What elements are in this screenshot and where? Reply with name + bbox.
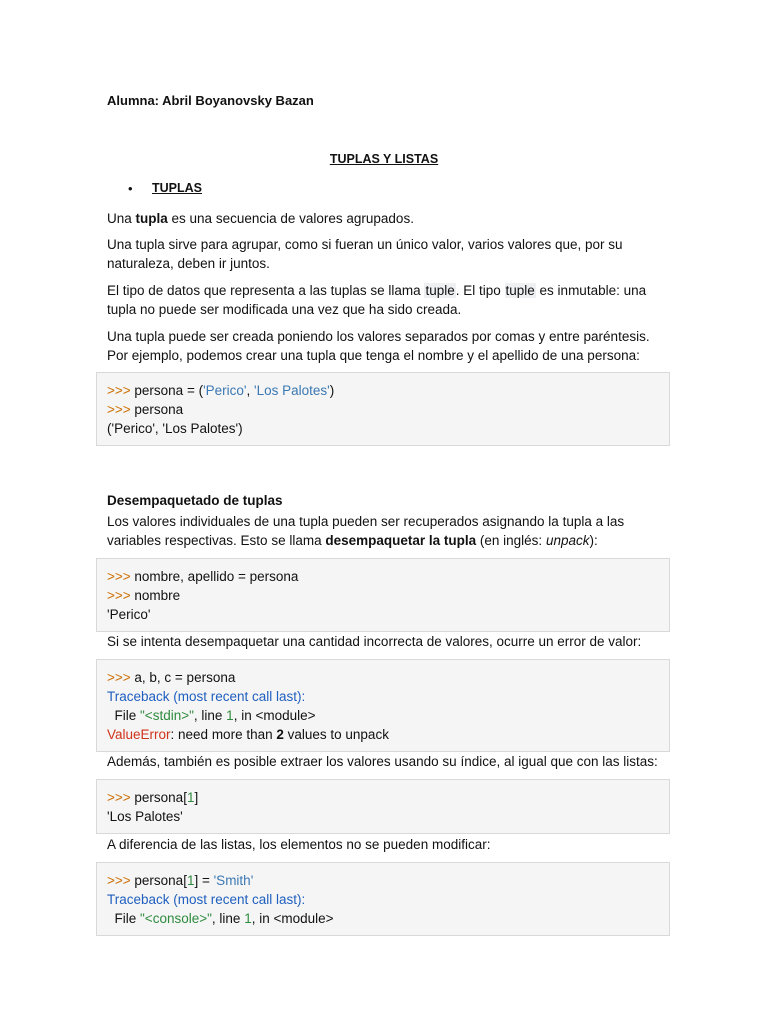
prompt: >>> [107, 790, 131, 805]
document-title: TUPLAS Y LISTAS [329, 152, 439, 166]
code-block-unpack: >>> nombre, apellido = persona >>> nombre 'Perico' [96, 558, 670, 632]
code-block-value-error: >>> a, b, c = persona Traceback (most recent call last): File "<stdin>", line 1, in <module> ValueError: need more than 2 values to unpack [96, 659, 670, 752]
section-heading-tuplas: TUPLAS [152, 181, 202, 195]
paragraph-tupla-creation: Una tupla puede ser creada poniendo los valores separados por comas y entre paréntesis. Por ejemplo, podemos crear una tupla que tenga el nombre y el apellido de una persona: [107, 329, 650, 363]
code-block-index: >>> persona[1] 'Los Palotes' [96, 779, 670, 834]
inline-code-tuple: tuple [425, 283, 455, 298]
prompt: >>> [107, 402, 131, 417]
bold-term: tupla [135, 211, 168, 226]
paragraph-unpack: Los valores individuales de una tupla pueden ser recuperados asignando la tupla a las variables respectivas. Esto se llama desempaquetar la tupla (en inglés: unpack): [107, 514, 625, 548]
code-block-modify-error: >>> persona[1] = 'Smith' Traceback (most recent call last): File "<console>", line 1, in <module> [96, 862, 670, 936]
bold-term: desempaquetar la tupla [325, 533, 477, 548]
code-block-create-tuple: >>> persona = ('Perico', 'Los Palotes') >>> persona ('Perico', 'Los Palotes') [96, 372, 670, 446]
paragraph-tuple-type: El tipo de datos que representa a las tuplas se llama tuple. El tipo tuple es inmutable: una tupla no puede ser modificada una vez que ha sido creada. [107, 283, 647, 317]
paragraph-index-access: Además, también es posible extraer los valores usando su índice, al igual que con las listas: [107, 754, 658, 769]
paragraph-value-error: Si se intenta desempaquetar una cantidad incorrecta de valores, ocurre un error de valor: [107, 634, 642, 649]
italic-term: unpack [545, 533, 590, 548]
prompt: >>> [107, 670, 131, 685]
paragraph-tupla-definition: Una tupla es una secuencia de valores agrupados. [107, 211, 414, 226]
paragraph-tupla-purpose: Una tupla sirve para agrupar, como si fueran un único valor, varios valores que, por su naturaleza, deben ir juntos. [107, 237, 623, 271]
prompt: >>> [107, 383, 131, 398]
section-heading-desempaquetado: Desempaquetado de tuplas [107, 493, 283, 508]
inline-code-tuple: tuple [505, 283, 535, 298]
bullet-icon: • [128, 181, 133, 196]
paragraph-immutable: A diferencia de las listas, los elementos no se pueden modificar: [107, 837, 491, 852]
student-name: Alumna: Abril Boyanovsky Bazan [107, 93, 314, 108]
prompt: >>> [107, 588, 131, 603]
prompt: >>> [107, 569, 131, 584]
prompt: >>> [107, 873, 131, 888]
